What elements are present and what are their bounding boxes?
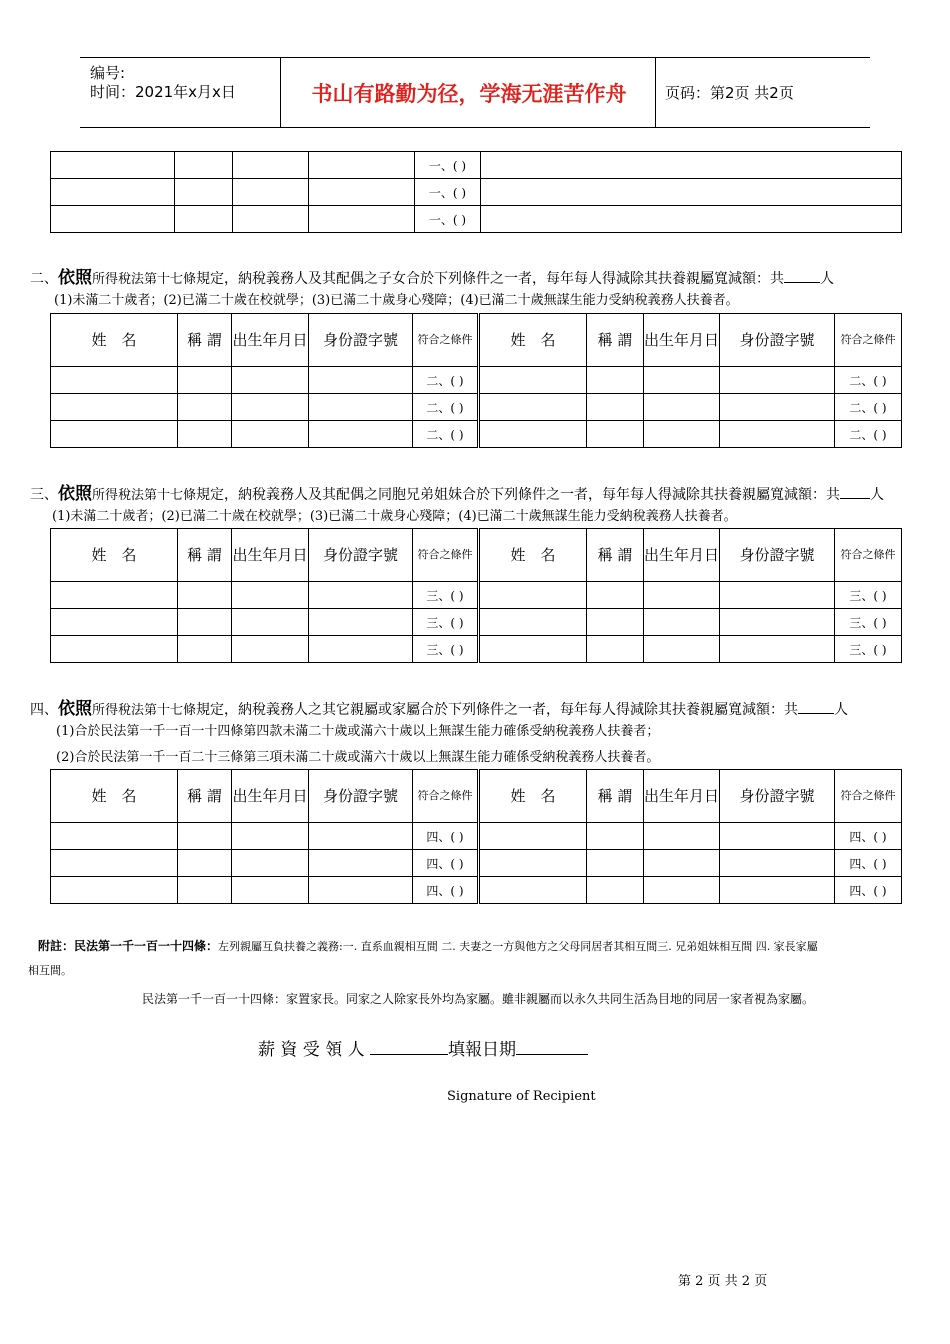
col-header-title: 稱 謂 [178,770,232,823]
name-cell[interactable] [479,877,587,904]
title-cell[interactable] [175,179,233,206]
section3-big: 依照 [58,484,92,504]
col-header-id: 身份證字號 [720,770,835,823]
col-header-title: 稱 謂 [587,770,644,823]
time-label: 时间：2021年x月x日 [90,83,236,101]
cond-cell[interactable]: 一、( ) [415,206,481,233]
cond-cell[interactable]: 四、( ) [835,877,902,904]
birth-cell[interactable] [232,877,309,904]
col-header-birth: 出生年月日 [232,529,309,582]
date-blank[interactable] [516,1038,588,1055]
note-line-1 [38,937,818,954]
cond-cell[interactable]: 四、( ) [413,850,479,877]
name-cell[interactable] [479,636,587,663]
table-row [51,421,902,448]
col-header-name: 姓 名 [51,314,178,367]
name-cell[interactable] [479,823,587,850]
name-cell[interactable] [479,421,587,448]
name-cell[interactable] [51,421,178,448]
id-cell[interactable] [309,367,413,394]
birth-cell[interactable] [232,850,309,877]
title-cell[interactable] [175,152,233,179]
id-cell[interactable] [720,636,835,663]
id-cell[interactable] [309,179,415,206]
table-row [51,877,902,904]
cond-cell[interactable]: 二、( ) [835,421,902,448]
col-header-name: 姓 名 [479,770,587,823]
section2-unit: 人 [820,271,835,287]
name-cell[interactable] [479,394,587,421]
cond-cell[interactable]: 三、( ) [835,609,902,636]
section3-law: 所得稅法第十七條 [92,488,197,503]
title-cell[interactable] [178,823,232,850]
table-row [51,823,902,850]
name-cell[interactable] [479,850,587,877]
col-header-cond: 符合之條件 [413,529,479,582]
section3-table [50,528,902,663]
date-label: 填報日期 [448,1040,517,1060]
col-header-id: 身份證字號 [309,314,413,367]
name-cell[interactable] [51,179,175,206]
name-cell[interactable] [51,582,178,609]
id-cell[interactable] [309,823,413,850]
section2-text: 規定，納稅義務人及其配偶之子女合於下列條件之一者，每年每人得減除其扶養親屬寬減額：共 [196,271,785,287]
birth-cell[interactable] [232,394,309,421]
name-cell[interactable] [51,636,178,663]
col-header-id: 身份證字號 [720,314,835,367]
page-header [80,57,870,128]
id-cell[interactable] [720,582,835,609]
col-header-cond: 符合之條件 [413,770,479,823]
birth-cell[interactable] [644,582,720,609]
section2-law: 所得稅法第十七條 [92,272,197,287]
cond-cell[interactable]: 二、( ) [413,394,479,421]
name-cell[interactable] [51,823,178,850]
id-cell[interactable] [720,394,835,421]
table-row [51,636,902,663]
header-divider [655,58,656,127]
header-divider [280,58,281,127]
title-cell[interactable] [587,850,644,877]
id-cell[interactable] [309,394,413,421]
col-header-title: 稱 謂 [587,314,644,367]
section1-table [50,151,902,233]
note-text-2: 家置家長。同家之人除家長外均為家屬。雖非親屬而以永久共同生活為目地的同居一家者視為家屬。 [286,992,815,1006]
header-motto: 书山有路勤为径，学海无涯苦作舟 [311,80,627,106]
title-cell[interactable] [587,636,644,663]
section3-unit: 人 [870,487,885,503]
cond-cell[interactable]: 二、( ) [835,394,902,421]
title-cell[interactable] [178,394,232,421]
name-cell[interactable] [51,367,178,394]
cond-cell[interactable]: 三、( ) [413,609,479,636]
recipient-label: 薪 資 受 領 人 [258,1040,365,1060]
section4-prefix: 四、 [30,702,58,718]
birth-cell[interactable] [644,609,720,636]
table-row [51,850,902,877]
section3-heading [30,479,884,504]
section4-unit: 人 [834,702,849,718]
note-text-1b: 相互間。 [28,964,72,977]
extra-cell[interactable] [481,206,902,233]
cond-cell[interactable]: 三、( ) [413,636,479,663]
title-cell[interactable] [178,877,232,904]
col-header-birth: 出生年月日 [644,314,720,367]
cond-cell[interactable]: 四、( ) [835,823,902,850]
section3-text: 規定，納稅義務人及其配偶之同胞兄弟姐妹合於下列條件之一者，每年每人得減除其扶養親屬寬減額：共 [196,487,841,503]
cond-cell[interactable]: 三、( ) [413,582,479,609]
birth-cell[interactable] [232,421,309,448]
table-row [51,179,902,206]
col-header-id: 身份證字號 [720,529,835,582]
col-header-id: 身份證字號 [309,770,413,823]
note-line-2 [142,990,814,1007]
id-cell[interactable] [309,582,413,609]
col-header-title: 稱 謂 [587,529,644,582]
name-cell[interactable] [51,152,175,179]
birth-cell[interactable] [644,367,720,394]
cond-cell[interactable]: 二、( ) [413,421,479,448]
title-cell[interactable] [587,394,644,421]
table-header-row [51,314,902,367]
section4-count-blank[interactable] [798,699,834,714]
title-cell[interactable] [175,206,233,233]
cond-cell[interactable]: 一、( ) [415,152,481,179]
note-text-1: 左列親屬互負扶養之義務:一. 直系血親相互間 二. 夫妻之一方與他方之父母同居者其相互間三. 兄弟姐妹相互間 四. 家長家屬 [218,940,818,953]
id-cell[interactable] [720,823,835,850]
section2-table [50,313,902,448]
note-label-2: 民法第一千一百一十四條： [142,992,287,1006]
birth-cell[interactable] [644,877,720,904]
col-header-birth: 出生年月日 [232,770,309,823]
section4-law: 所得稅法第十七條 [92,703,197,718]
title-cell[interactable] [178,609,232,636]
birth-cell[interactable] [232,367,309,394]
footer-page-number: 第 2 页 共 2 页 [678,1274,768,1289]
header-meta [90,64,236,102]
table-row [51,152,902,179]
birth-cell[interactable] [644,823,720,850]
id-cell[interactable] [309,850,413,877]
col-header-name: 姓 名 [479,529,587,582]
section4-condition-2: (2)合於民法第一千一百二十三條第三項未滿二十歲或滿六十歲以上無謀生能力確係受納稅義務人扶養者。 [56,750,660,765]
table-header-row [51,770,902,823]
title-cell[interactable] [587,823,644,850]
section4-big: 依照 [58,699,92,719]
name-cell[interactable] [51,609,178,636]
col-header-birth: 出生年月日 [232,314,309,367]
name-cell[interactable] [51,394,178,421]
col-header-birth: 出生年月日 [644,529,720,582]
cond-cell[interactable]: 三、( ) [835,582,902,609]
id-cell[interactable] [309,636,413,663]
id-cell[interactable] [720,367,835,394]
table-row [51,206,902,233]
name-cell[interactable] [479,609,587,636]
page-number-label: 页码：第2页 共2页 [665,84,794,102]
id-cell[interactable] [720,877,835,904]
birth-cell[interactable] [232,609,309,636]
col-header-title: 稱 謂 [178,529,232,582]
section3-prefix: 三、 [30,487,58,503]
name-cell[interactable] [51,206,175,233]
recipient-signature-blank[interactable] [370,1038,448,1055]
title-cell[interactable] [178,636,232,663]
section4-table [50,769,902,904]
id-cell[interactable] [720,609,835,636]
title-cell[interactable] [587,609,644,636]
extra-cell[interactable] [481,152,902,179]
col-header-cond: 符合之條件 [413,314,479,367]
id-cell[interactable] [309,877,413,904]
extra-cell[interactable] [481,179,902,206]
cond-cell[interactable]: 四、( ) [835,850,902,877]
table-header-row [51,529,902,582]
col-header-name: 姓 名 [479,314,587,367]
section2-big: 依照 [58,268,92,288]
cond-cell[interactable]: 四、( ) [413,823,479,850]
name-cell[interactable] [51,850,178,877]
title-cell[interactable] [178,421,232,448]
note-label: 附註：民法第一千一百一十四條： [38,939,219,953]
number-label: 编号: [90,64,126,82]
id-cell[interactable] [309,206,415,233]
col-header-name: 姓 名 [51,529,178,582]
title-cell[interactable] [178,582,232,609]
birth-cell[interactable] [232,823,309,850]
id-cell[interactable] [720,850,835,877]
birth-cell[interactable] [232,582,309,609]
signature-english: Signature of Recipient [447,1089,596,1104]
col-header-birth: 出生年月日 [644,770,720,823]
table-row [51,367,902,394]
table-row [51,394,902,421]
title-cell[interactable] [178,850,232,877]
name-cell[interactable] [479,367,587,394]
cond-cell[interactable]: 四、( ) [413,877,479,904]
name-cell[interactable] [479,582,587,609]
birth-cell[interactable] [644,394,720,421]
section4-condition-1: (1)合於民法第一千一百一十四條第四款未滿二十歲或滿六十歲以上無謀生能力確係受納稅義務人扶養者； [56,724,660,739]
title-cell[interactable] [587,582,644,609]
title-cell[interactable] [587,877,644,904]
section2-count-blank[interactable] [784,268,820,283]
section2-heading [30,263,834,288]
id-cell[interactable] [720,421,835,448]
name-cell[interactable] [51,877,178,904]
birth-cell[interactable] [233,179,309,206]
table-row [51,609,902,636]
id-cell[interactable] [309,421,413,448]
birth-cell[interactable] [233,152,309,179]
col-header-id: 身份證字號 [309,529,413,582]
table-row [51,582,902,609]
section4-heading [30,694,848,719]
section3-conditions: (1)未滿二十歲者；(2)已滿二十歲在校就學；(3)已滿二十歲身心殘障；(4)已滿二十歲無謀生能力受納稅義務人扶養者。 [52,509,737,524]
col-header-title: 稱 謂 [178,314,232,367]
section3-count-blank[interactable] [840,484,870,499]
id-cell[interactable] [309,152,415,179]
title-cell[interactable] [178,367,232,394]
section2-prefix: 二、 [30,271,58,287]
section2-conditions: (1)未滿二十歲者；(2)已滿二十歲在校就學；(3)已滿二十歲身心殘障；(4)已滿二十歲無謀生能力受納稅義務人扶養者。 [54,293,739,308]
col-header-cond: 符合之條件 [835,314,902,367]
birth-cell[interactable] [644,421,720,448]
birth-cell[interactable] [644,636,720,663]
signature-line [258,1035,588,1060]
col-header-name: 姓 名 [51,770,178,823]
cond-cell[interactable]: 一、( ) [415,179,481,206]
birth-cell[interactable] [644,850,720,877]
section4-text: 規定，納稅義務人之其它親屬或家屬合於下列條件之一者，每年每人得減除其扶養親屬寬減額：共 [196,702,799,718]
birth-cell[interactable] [232,636,309,663]
id-cell[interactable] [309,609,413,636]
cond-cell[interactable]: 二、( ) [835,367,902,394]
title-cell[interactable] [587,421,644,448]
col-header-cond: 符合之條件 [835,770,902,823]
birth-cell[interactable] [233,206,309,233]
col-header-cond: 符合之條件 [835,529,902,582]
title-cell[interactable] [587,367,644,394]
cond-cell[interactable]: 二、( ) [413,367,479,394]
cond-cell[interactable]: 三、( ) [835,636,902,663]
